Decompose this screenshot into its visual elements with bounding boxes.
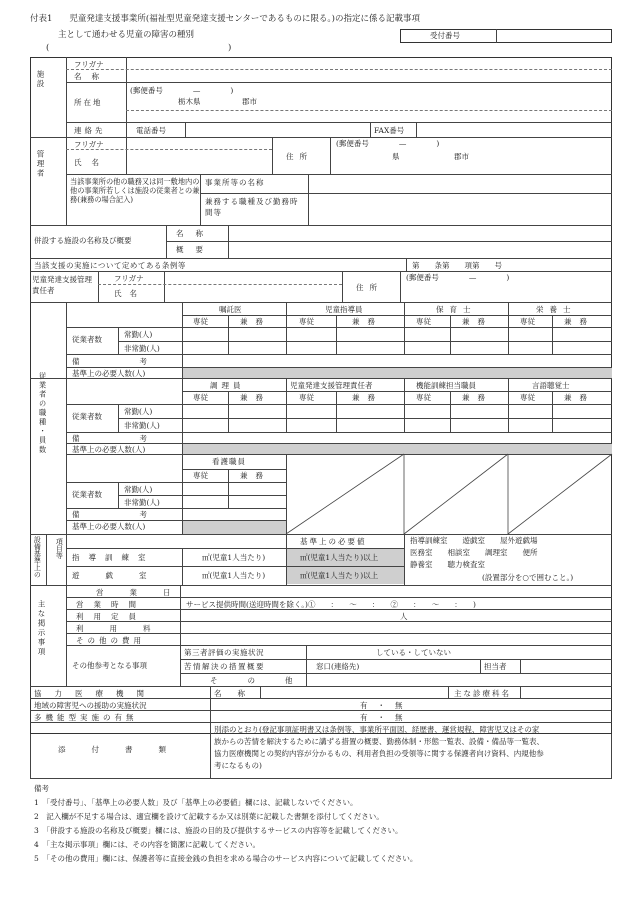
service-manager-furigana-label: フリガナ — [114, 274, 144, 283]
concurrent-label: 兼務 — [352, 393, 383, 402]
staff-count-label: 従業者数 — [72, 412, 102, 421]
regional-support-label: 地域の障害児への援助の実施状況 — [34, 701, 147, 710]
note-item: 3 「併設する施設の名称及び概要」欄には、施設の目的及び提供するサービスの内容等を記載してください。 — [34, 826, 403, 835]
fulltime-label: 常勤(人) — [124, 485, 153, 494]
office-name-label: 事業所等の名称 — [205, 178, 265, 187]
form-title: 付表1 児童発達支援事業所(福祉型児童発達支援センターであるものに限る。)の指定に係る記載事項 — [30, 14, 420, 24]
training-room-unit: ㎡(児童1人当たり) — [202, 553, 266, 562]
capacity-unit: 人 — [400, 612, 408, 621]
other-fee-label: その他の費用 — [76, 636, 145, 645]
regional-support-value: 有・無 — [360, 701, 413, 710]
ordinance-article: 第 条第 項第 号 — [412, 261, 502, 270]
multi-function-value: 有・無 — [360, 713, 413, 722]
concurrent-label: 兼務 — [240, 317, 271, 326]
third-party-eval-label: 第三者評価の実施状況 — [184, 648, 264, 657]
manager-postal: (郵便番号 — ) — [336, 139, 440, 148]
role-label: 調理員 — [210, 381, 245, 390]
paren-open: ( — [46, 43, 50, 53]
ordinance-label: 当該支援の実施について定めてある条例等 — [34, 261, 186, 270]
attachments-line-4: 考になるもの) — [214, 761, 262, 770]
dedicated-label: 専従 — [299, 317, 314, 326]
staff-count-label: 従業者数 — [72, 490, 102, 499]
room-options-line-2: 医務室 相談室 調理室 便所 — [410, 548, 538, 557]
equipment-item-label: 項目等 — [55, 538, 64, 559]
role-label: 栄養士 — [536, 305, 577, 314]
cooperation-name-label: 名称 — [214, 689, 261, 698]
facility-fax-label: FAX番号 — [374, 126, 405, 135]
training-room-label: 指導訓練室 — [72, 553, 155, 562]
facility-city: 郡市 — [242, 97, 257, 106]
manager-address-label: 住所 — [286, 152, 313, 161]
required-count-label: 基準上の必要人数(人) — [72, 369, 146, 378]
combined-name-label: 名称 — [176, 229, 215, 238]
service-manager-label: 児童発達支援管理責任者 — [32, 275, 92, 295]
staff-count-label: 従業者数 — [72, 335, 102, 344]
dedicated-label: 専従 — [193, 393, 208, 402]
staff-section-label: 従業者の職種・員数 — [38, 372, 48, 455]
remarks-label: 備考 — [72, 510, 207, 519]
facility-prefecture: 栃木県 — [178, 97, 201, 106]
concurrent-label: 兼務 — [462, 393, 493, 402]
attachments-line-3: 協力医療機関との契約内容が分かるもの、利用者負担の受領等に関する保護者向け資料、内規他参 — [214, 749, 544, 758]
cooperation-dept-label: 主な診療科名 — [454, 689, 511, 698]
dedicated-label: 専従 — [520, 393, 535, 402]
attachments-label: 添付書類 — [58, 745, 192, 754]
complaint-window-label: 窓口(連絡先) — [316, 662, 360, 671]
capacity-label: 利用定員 — [76, 612, 146, 621]
service-manager-name-label: 氏名 — [114, 289, 145, 298]
circle-instruction: (設置部分を○で囲むこと。) — [482, 573, 574, 582]
manager-city: 郡市 — [454, 152, 469, 161]
manager-prefecture: 県 — [392, 152, 400, 161]
room-options-line-1: 指導訓練室 遊戯室 屋外遊戯場 — [410, 536, 538, 545]
role-label: 看護職員 — [212, 457, 246, 466]
multi-function-label: 多機能型実施の有無 — [34, 713, 138, 722]
standard-value-label: 基準上の必要値 — [300, 537, 367, 546]
concurrent-label: 兼務 — [564, 393, 595, 402]
paren-close: ) — [228, 43, 232, 53]
attachments-line-1: 別添のとおり(登記事項証明書又は条例等、事業所平面図、経歴書、運営規程、障害児又はその家 — [214, 725, 540, 734]
facility-name-label: 名称 — [74, 72, 109, 81]
posting-section-label: 主な掲示事項 — [37, 600, 46, 657]
concurrent-job-label: 兼務する職種及び勤務時間等 — [205, 197, 299, 217]
fulltime-label: 常勤(人) — [124, 407, 153, 416]
complaint-summary-label: 苦情解決の措置概要 — [184, 662, 265, 671]
dedicated-label: 専従 — [520, 317, 535, 326]
play-room-standard-unit: ㎡(児童1人当たり)以上 — [300, 571, 379, 580]
other-reference-label: その他参考となる事項 — [72, 661, 147, 670]
combined-facility-label: 併設する施設の名称及び概要 — [34, 236, 132, 245]
fee-label: 利用料 — [76, 624, 177, 633]
concurrent-duty-note: 当該事業所の他の職務又は同一敷地内の他の事業所若しくは施設の従業者との兼務(兼務の場合記入) — [70, 177, 200, 204]
dedicated-label: 専従 — [416, 317, 431, 326]
parttime-label: 非常勤(人) — [124, 498, 160, 507]
receipt-number-label: 受付番号 — [430, 31, 460, 40]
business-days-label: 営業日 — [96, 588, 197, 597]
room-options-line-3: 静養室 聴力検査室 — [410, 560, 485, 569]
manager-section-label: 管理者 — [36, 150, 45, 179]
note-item: 5 「その他の費用」欄には、保護者等に直接金銭の負担を求める場合のサービス内容について記載してください。 — [34, 854, 418, 863]
third-party-eval-value: している・していない — [376, 648, 451, 657]
service-manager-postal: (郵便番号 — ) — [406, 273, 510, 282]
role-label: 嘱託医 — [219, 305, 242, 314]
attachments-line-2: 族からの苦情を解決するために講ずる措置の概要、勤務体制・形態一覧表、設備・備品等一覧表、 — [214, 737, 544, 746]
service-hours-detail: サービス提供時間(送迎時間を除く。)① ： ～ ： ② ： ～ ： ) — [186, 600, 476, 609]
facility-postal: (郵便番号 — ) — [130, 86, 234, 95]
fulltime-label: 常勤(人) — [124, 330, 153, 339]
remarks-label: 備考 — [72, 434, 207, 443]
facility-contact-label: 連絡先 — [74, 126, 106, 135]
concurrent-label: 兼務 — [564, 317, 595, 326]
business-hours-label: 営業時間 — [76, 600, 146, 609]
role-label: 児童発達支援管理責任者 — [290, 381, 373, 390]
role-label: 保育士 — [436, 305, 477, 314]
service-manager-address-label: 住所 — [356, 283, 383, 292]
dedicated-label: 専従 — [299, 393, 314, 402]
concurrent-label: 兼務 — [240, 471, 271, 480]
cooperation-medical-label: 協力医療機関 — [34, 689, 157, 698]
combined-summary-label: 概要 — [176, 245, 215, 254]
role-label: 機能訓練担当職員 — [416, 381, 476, 390]
dedicated-label: 専従 — [193, 317, 208, 326]
note-item: 2 記入欄が不足する場合は、適宜欄を設けて記載するか又は別葉に記載した書類を添付してください。 — [34, 812, 384, 821]
note-item: 4 「主な掲示事項」欄には、その内容を簡潔に記載してください。 — [34, 840, 261, 849]
facility-furigana-label: フリガナ — [74, 60, 104, 69]
parttime-label: 非常勤(人) — [124, 421, 160, 430]
training-room-standard-unit: ㎡(児童1人当たり)以上 — [300, 553, 379, 562]
concurrent-label: 兼務 — [462, 317, 493, 326]
required-count-label: 基準上の必要人数(人) — [72, 445, 146, 454]
play-room-label: 遊戯室 — [72, 571, 173, 580]
dedicated-label: 専従 — [193, 471, 208, 480]
manager-name-label: 氏名 — [74, 158, 109, 167]
role-label: 児童指導員 — [325, 305, 363, 314]
note-item: 1 「受付番号」、「基準上の必要人数」及び「基準上の必要値」欄には、記載しないでください。 — [34, 798, 358, 807]
concurrent-label: 兼務 — [240, 393, 271, 402]
facility-section-label: 施設 — [36, 70, 45, 89]
equipment-section-label: 設備基準上の — [33, 536, 42, 578]
other-label: その他 — [210, 676, 323, 685]
concurrent-label: 兼務 — [352, 317, 383, 326]
person-in-charge-label: 担当者 — [484, 662, 507, 671]
remarks-label: 備考 — [72, 357, 207, 366]
role-label: 言語聴覚士 — [532, 381, 570, 390]
required-count-label: 基準上の必要人数(人) — [72, 522, 146, 531]
manager-furigana-label: フリガナ — [74, 140, 104, 149]
facility-phone-label: 電話番号 — [136, 126, 166, 135]
dedicated-label: 専従 — [416, 393, 431, 402]
facility-address-label: 所在地 — [74, 98, 103, 107]
play-room-unit: ㎡(児童1人当たり) — [202, 571, 266, 580]
notes-title: 備考 — [34, 784, 49, 793]
disability-type-label: 主として通わせる児童の障害の種別 — [58, 30, 195, 40]
parttime-label: 非常勤(人) — [124, 344, 160, 353]
